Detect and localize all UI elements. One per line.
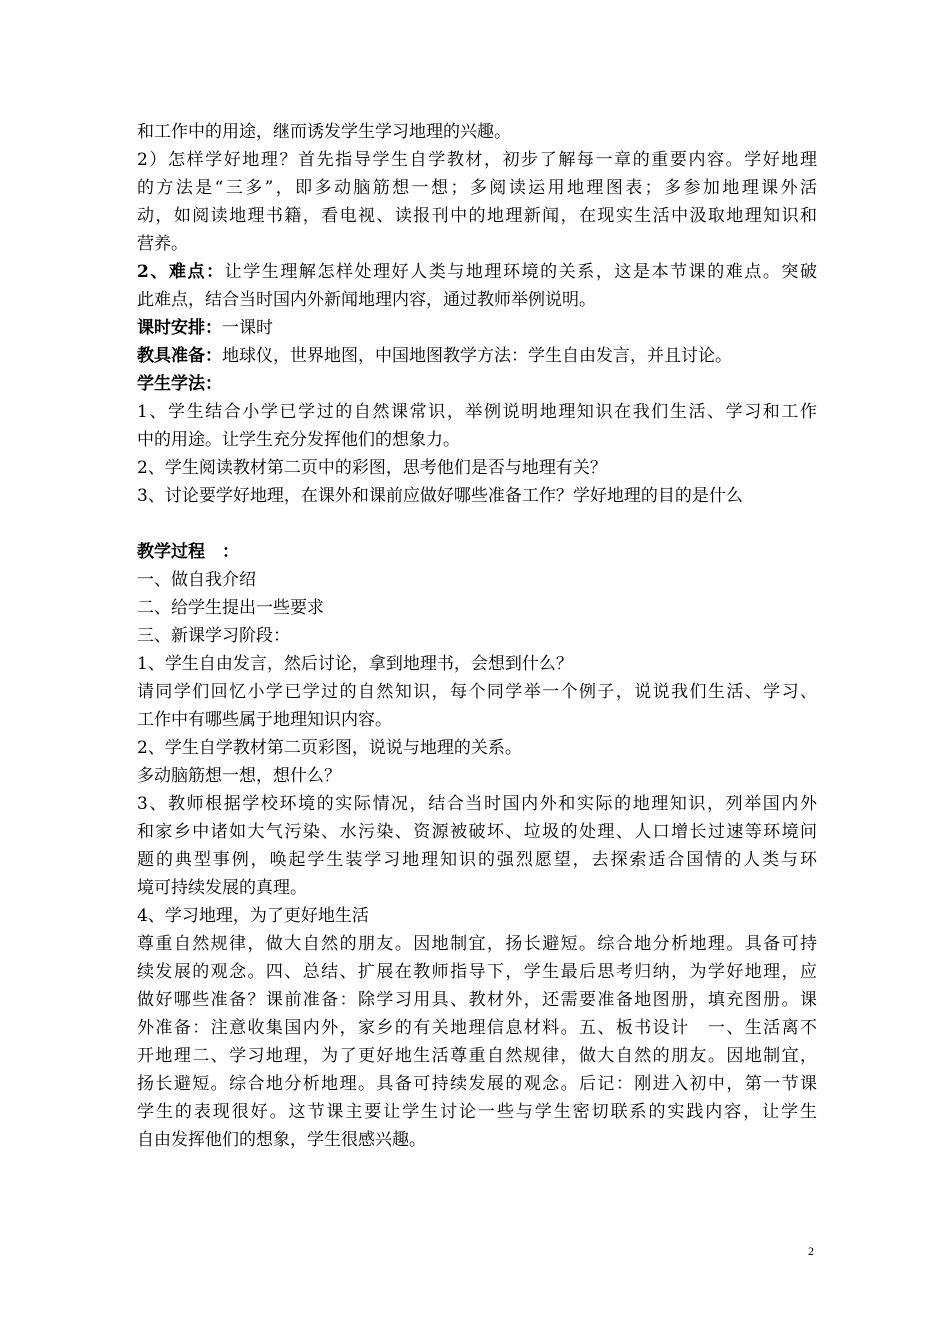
text-line: 此难点，结合当时国内外新闻地理内容，通过教师举例说明。: [137, 290, 596, 310]
text-line: 2、学生自学教材第二页彩图，说说与地理的关系。: [137, 738, 522, 758]
materials-line: [137, 342, 817, 370]
teaching-process-heading: 教学过程 ：: [137, 542, 239, 562]
schedule-line: [137, 314, 817, 342]
text-line: 请同学们回忆小学已学过的自然知识，每个同学举一个例子，说说我们生活、学习、: [137, 682, 817, 702]
text-line: 外准备：注意收集国内外，家乡的有关地理信息材料。五、板书设计 一、生活离不: [137, 1018, 817, 1038]
materials-text: 地球仪，世界地图，中国地图教学方法：学生自由发言，并且讨论。: [222, 346, 732, 366]
text-line: 工作中有哪些属于地理知识内容。: [137, 710, 392, 730]
blank-line: [137, 510, 817, 538]
difficulty-line: [137, 258, 817, 286]
text-line: 1、学生结合小学已学过的自然课常识，举例说明地理知识在我们生活、学习和工作: [137, 402, 817, 422]
text-line: 扬长避短。综合地分析地理。具备可持续发展的观念。后记：刚进入初中，第一节课: [137, 1074, 817, 1094]
text-line: 做好哪些准备？课前准备：除学习用具、教材外，还需要准备地图册，填充图册。课: [137, 990, 817, 1010]
text-line: 动，如阅读地理书籍，看电视、读报刊中的地理新闻，在现实生活中汲取地理知识和: [137, 206, 817, 226]
text-line: 二、给学生提出一些要求: [137, 598, 324, 618]
text-line: 营养。: [137, 234, 188, 254]
text-line: 3、讨论要学好地理，在课外和课前应做好哪些准备工作？学好地理的目的是什么: [137, 486, 743, 506]
text-line: 尊重自然规律，做大自然的朋友。因地制宜，扬长避短。综合地分析地理。具备可持: [137, 934, 817, 954]
document-body: [137, 118, 817, 1154]
text-line: 和家乡中诸如大气污染、水污染、资源被破坏、垃圾的处理、人口增长过速等环境问: [137, 822, 817, 842]
page-number: 2: [808, 1244, 814, 1258]
text-line: 的方法是“三多”，即多动脑筋想一想；多阅读运用地理图表；多参加地理课外活: [137, 178, 817, 198]
text-line: 续发展的观念。四、总结、扩展在教师指导下，学生最后思考归纳，为学好地理，应: [137, 962, 817, 982]
text-line: 2、学生阅读教材第二页中的彩图，思考他们是否与地理有关？: [137, 458, 607, 478]
difficulty-text: 让学生理解怎样处理好人类与地理环境的关系，这是本节课的难点。突破: [224, 262, 817, 282]
text-line: 3、教师根据学校环境的实际情况，结合当时国内外和实际的地理知识，列举国内外: [137, 794, 817, 814]
materials-label: 教具准备：: [137, 346, 222, 366]
text-line: 题的典型事例，唤起学生装学习地理知识的强烈愿望，去探索适合国情的人类与环: [137, 850, 817, 870]
difficulty-label: 2、难点：: [137, 262, 225, 282]
text-line: 学生的表现很好。这节课主要让学生讨论一些与学生密切联系的实践内容，让学生: [137, 1102, 817, 1122]
text-line: 2）怎样学好地理？首先指导学生自学教材，初步了解每一章的重要内容。学好地理: [137, 150, 817, 170]
text-line: 中的用途。让学生充分发挥他们的想象力。: [137, 430, 460, 450]
text-line: 多动脑筋想一想，想什么？: [137, 766, 341, 786]
text-line: 1、学生自由发言，然后讨论，拿到地理书，会想到什么？: [137, 654, 573, 674]
study-method-heading: 学生学法：: [137, 374, 222, 394]
text-line: 境可持续发展的真理。: [137, 878, 307, 898]
text-line: 三、新课学习阶段：: [137, 626, 290, 646]
text-line: 一、做自我介绍: [137, 570, 256, 590]
schedule-label: 课时安排：: [137, 318, 222, 338]
text-line: 4、学习地理，为了更好地生活: [137, 906, 369, 926]
text-line: 开地理二、学习地理，为了更好地生活尊重自然规律，做大自然的朋友。因地制宜，: [137, 1046, 817, 1066]
schedule-text: 一课时: [222, 318, 273, 338]
text-line: 自由发挥他们的想象，学生很感兴趣。: [137, 1130, 426, 1150]
text-line: 和工作中的用途，继而诱发学生学习地理的兴趣。: [137, 122, 511, 142]
